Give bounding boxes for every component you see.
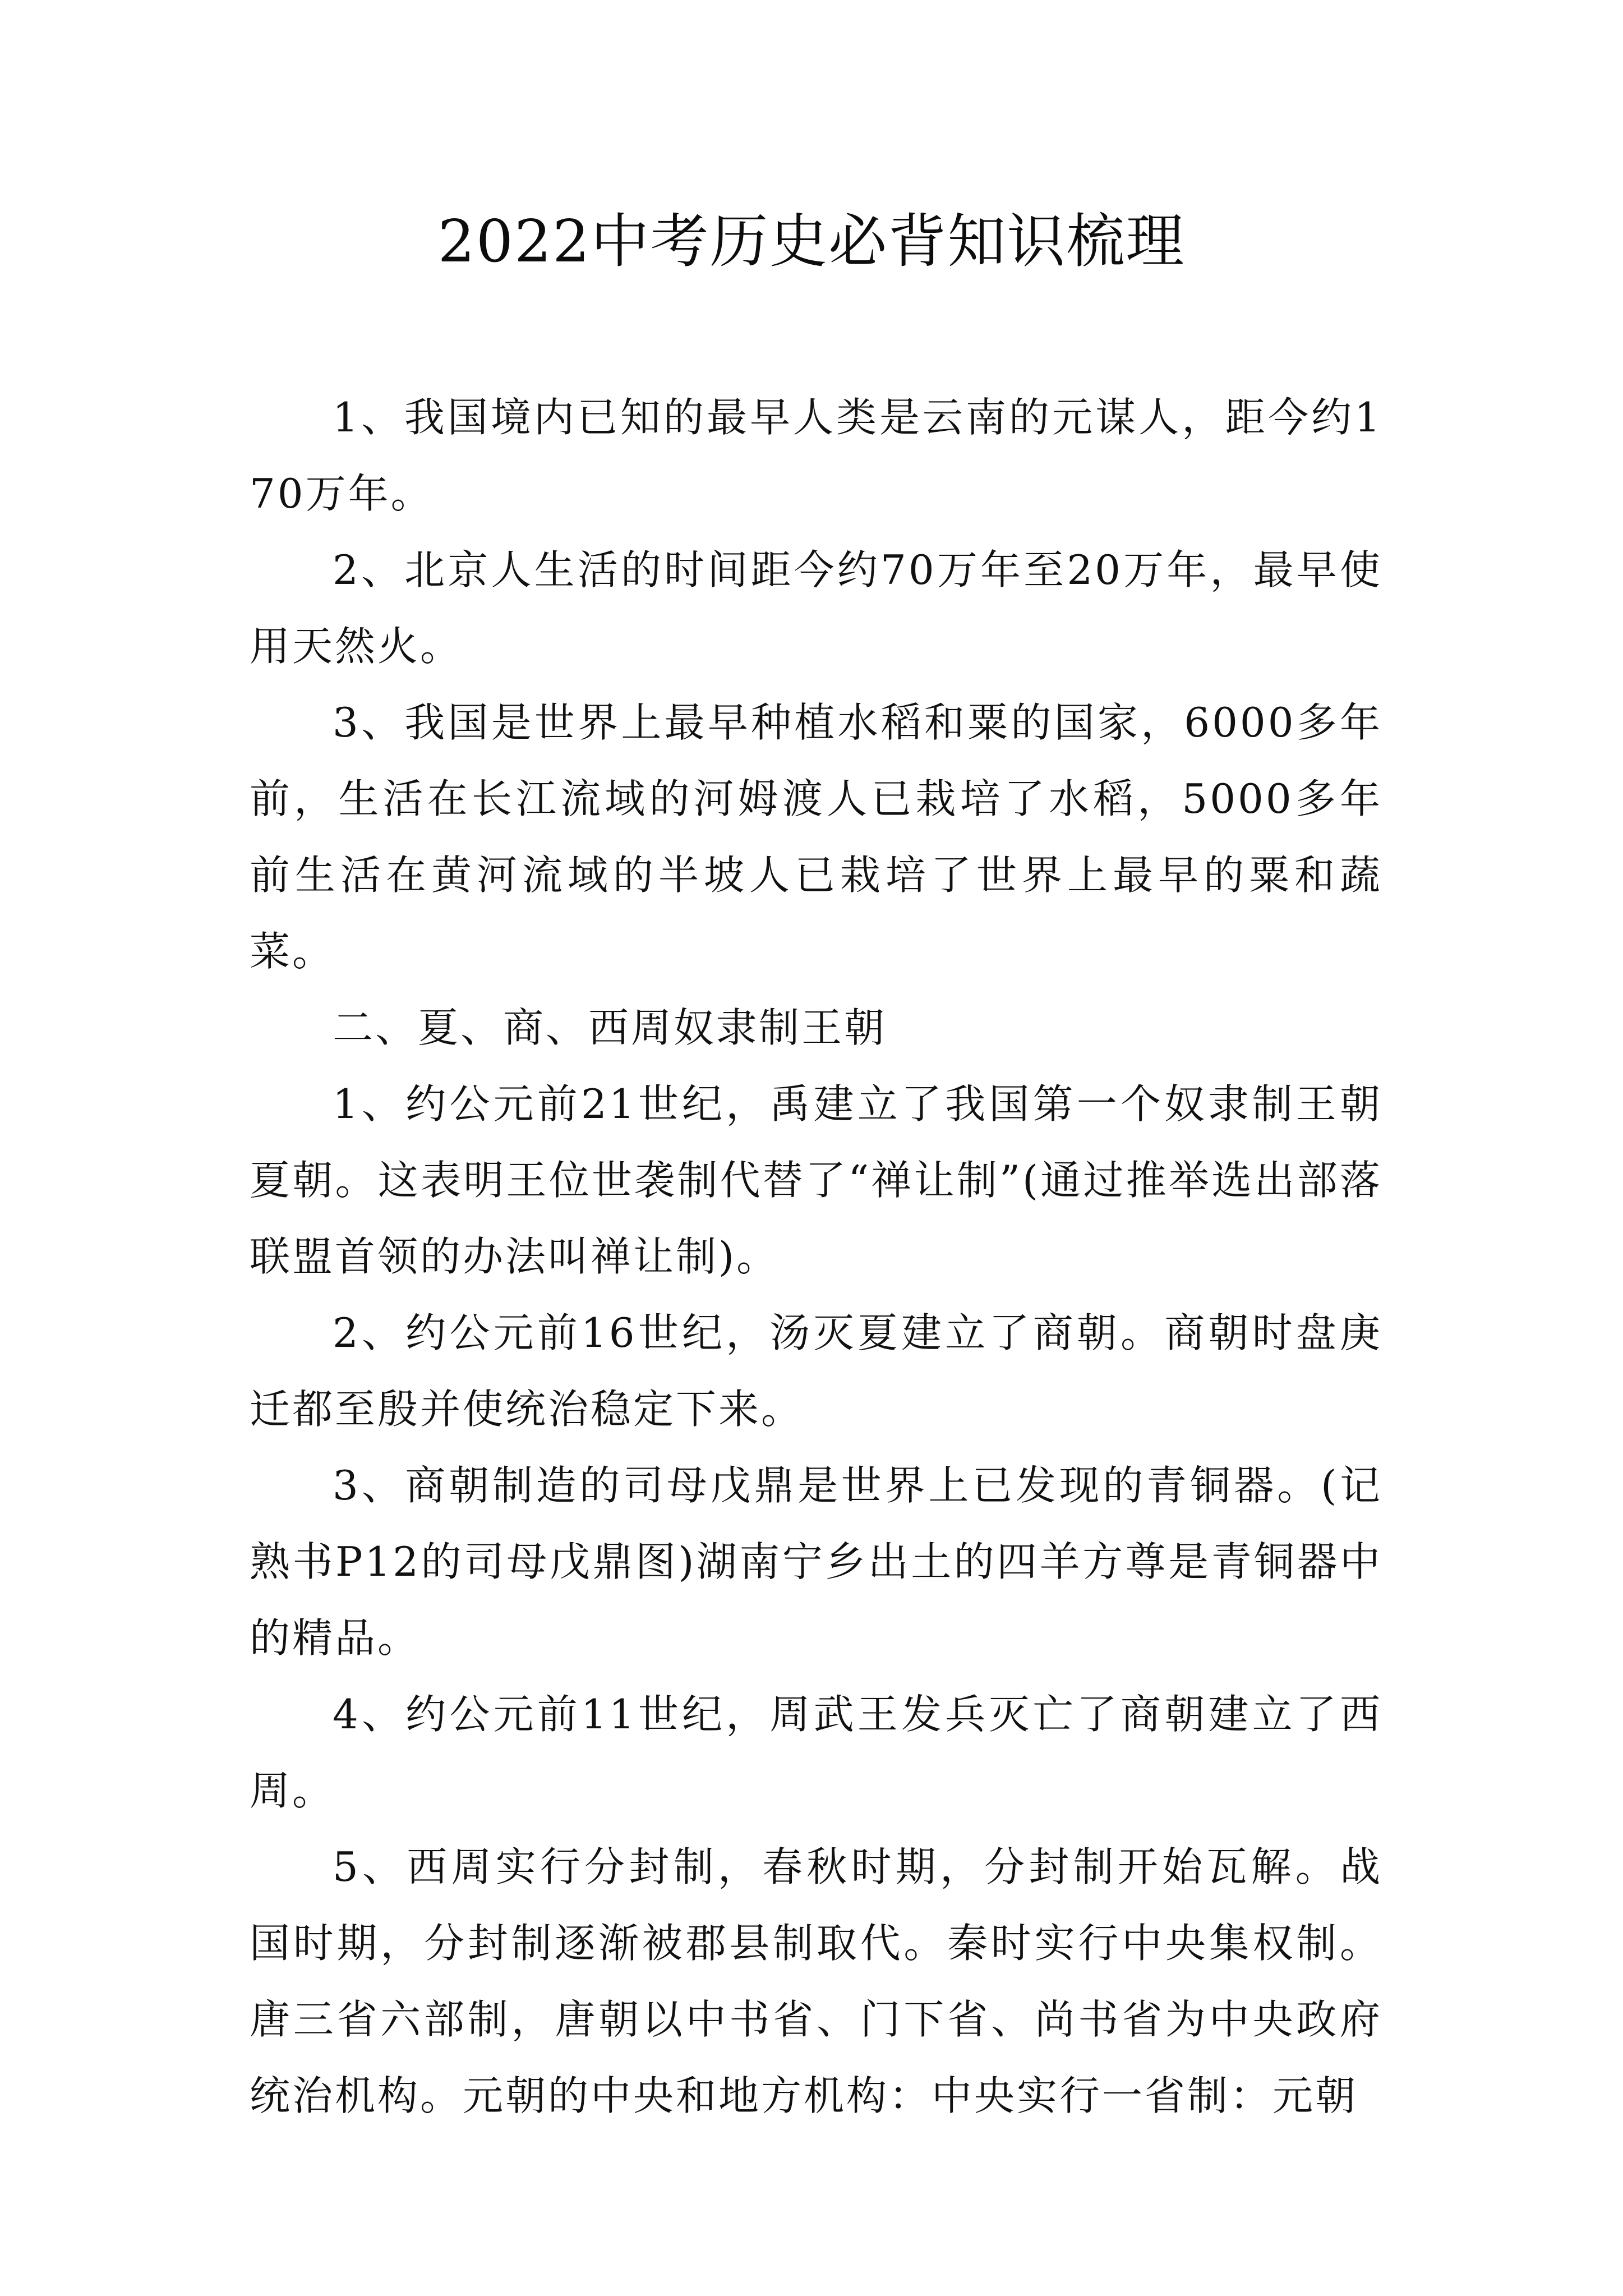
paragraph-bronze-ware: 3、商朝制造的司母戊鼎是世界上已发现的青铜器。(记熟书P12的司母戊鼎图)湖南宁乡出土的四羊方尊是青铜器中的精品。: [250, 1462, 1382, 1662]
paragraph-peking-man: 2、北京人生活的时间距今约70万年至20万年，最早使用天然火。: [250, 546, 1382, 670]
document-title: 2022中考历史必背知识梳理: [437, 207, 1186, 275]
paragraph-shang-dynasty: 2、约公元前16世纪，汤灭夏建立了商朝。商朝时盘庚迁都至殷并使统治稳定下来。: [250, 1309, 1382, 1433]
document-body: [250, 379, 1382, 2134]
paragraph-yuanmou-man: 1、我国境内已知的最早人类是云南的元谋人，距今约170万年。: [250, 394, 1382, 517]
paragraph-western-zhou: 4、约公元前11世纪，周武王发兵灭亡了商朝建立了西周。: [250, 1691, 1382, 1814]
paragraph-xia-dynasty: 1、约公元前21世纪，禹建立了我国第一个奴隶制王朝夏朝。这表明王位世袭制代替了“禅让制”(通过推举选出部落联盟首领的办法叫禅让制)。: [250, 1080, 1382, 1280]
paragraph-enfeoffment-system: 5、西周实行分封制，春秋时期，分封制开始瓦解。战国时期，分封制逐渐被郡县制取代。秦时实行中央集权制。唐三省六部制，唐朝以中书省、门下省、尚书省为中央政府统治机构。元朝的中央和地方机构：中央实行一省制：元朝: [250, 1843, 1382, 2119]
paragraph-rice-millet: 3、我国是世界上最早种植水稻和粟的国家，6000多年前，生活在长江流域的河姆渡人已栽培了水稻，5000多年前生活在黄河流域的半坡人已栽培了世界上最早的粟和蔬菜。: [250, 699, 1382, 975]
section-heading-slave-dynasties: 二、夏、商、西周奴隶制王朝: [333, 1004, 887, 1051]
